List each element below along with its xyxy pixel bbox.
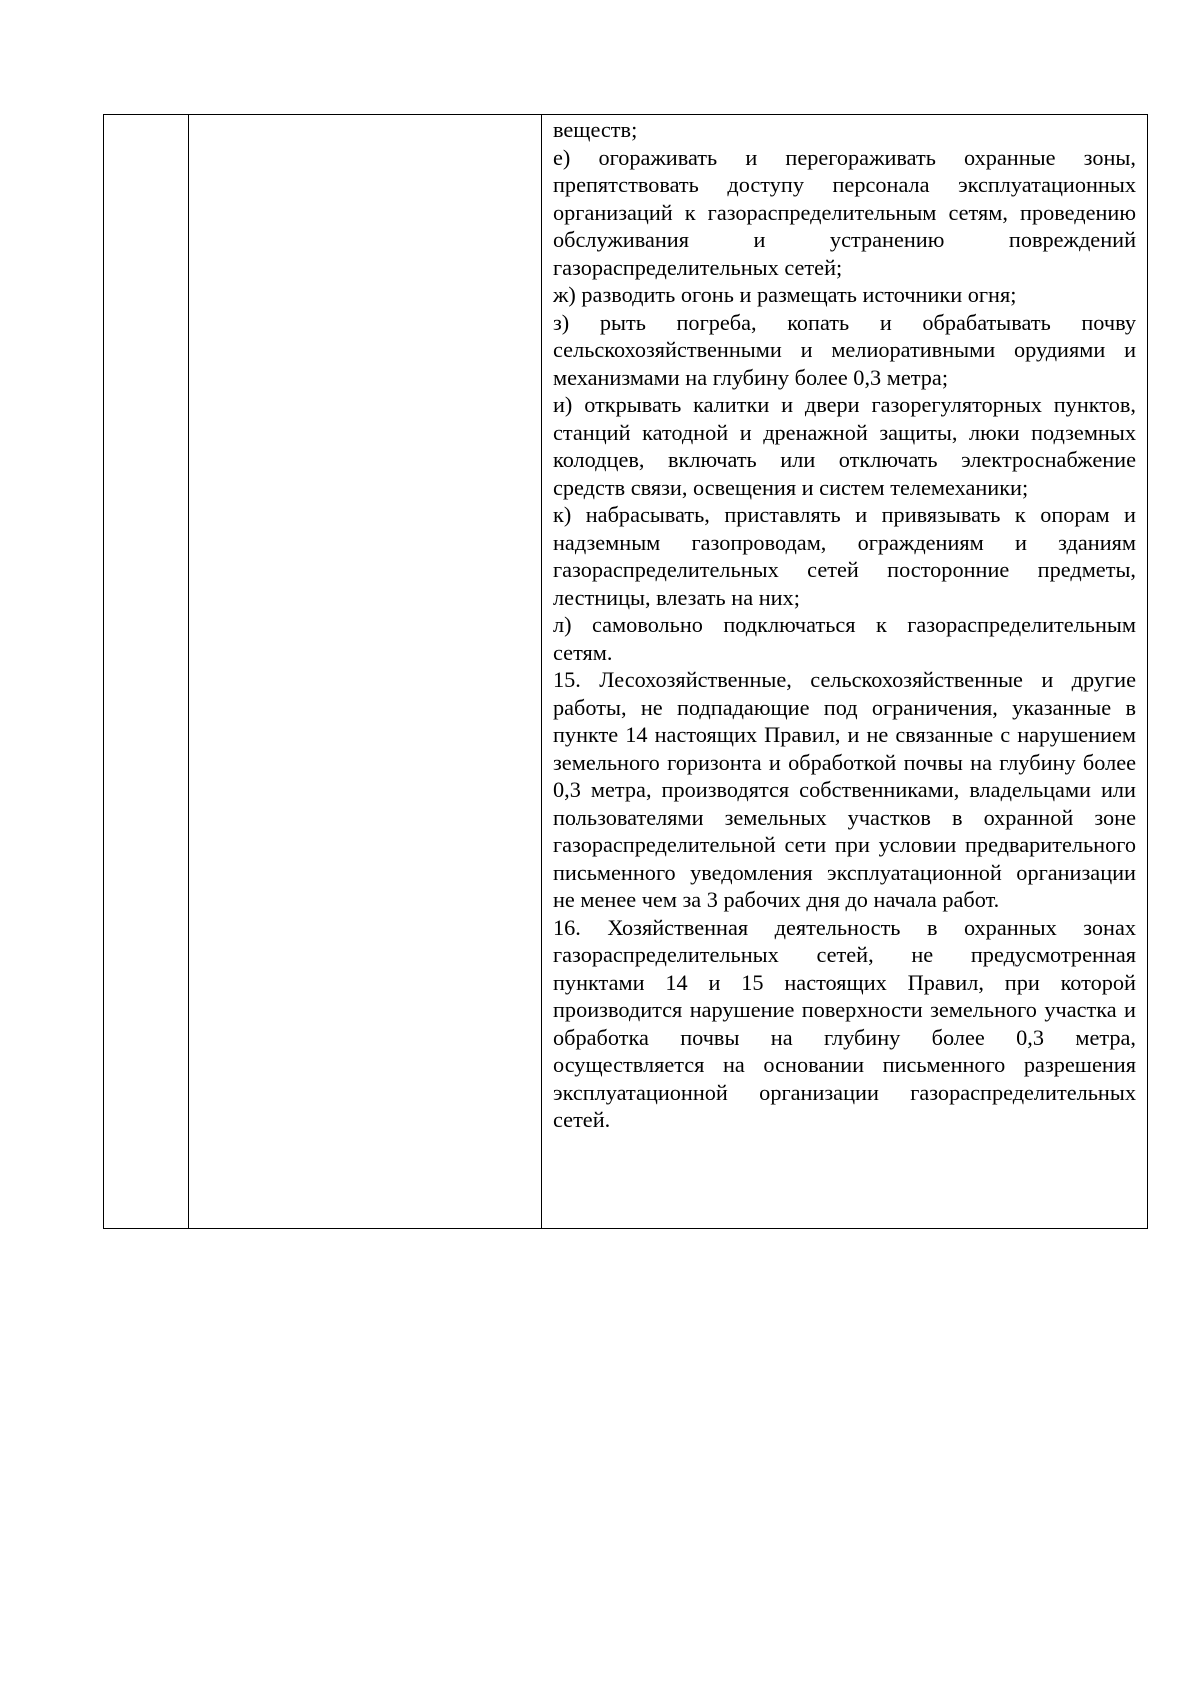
paragraph-clause-16: 16. Хозяйственная деятельность в охранных зонах газораспределительных сетей, не предусмотренная пунктами 14 и 15 настоящих Правил, при которой производится нарушение поверхности земельного участка и обработка почвы на глубину более 0,3 метра, осуществляется на основании письменного разрешения эксплуатационной организации газораспределительных сетей.: [553, 914, 1136, 1132]
paragraph-item-l: л) самовольно подключаться к газораспределительным сетям.: [553, 612, 1136, 665]
table-cell-title: [189, 115, 542, 1229]
paragraph-item-k: к) набрасывать, приставлять и привязывать к опорам и надземным газопроводам, ограждениям и зданиям газораспределительных сетей посторонние предметы, лестницы, влезать на них;: [553, 502, 1136, 610]
paragraph-item-e: е) огораживать и перегораживать охранные зоны, препятствовать доступу персонала эксплуатационных организаций к газораспределительным сетям, проведению обслуживания и устранению повреждений газораспределительных сетей;: [553, 144, 1136, 280]
paragraph-clause-15: 15. Лесохозяйственные, сельскохозяйственные и другие работы, не подпадающие под ограничения, указанные в пункте 14 настоящих Правил, и не связанные с нарушением земельного горизонта и обработкой почвы на глубину более 0,3 метра, производятся собственниками, владельцами или пользователями земельных участков в охранной зоне газораспределительной сети при условии предварительного письменного уведомления эксплуатационной организации не менее чем за 3 рабочих дня до начала работ.: [553, 667, 1136, 912]
table-row: [104, 115, 1148, 1229]
table-cell-number: [104, 115, 189, 1229]
paragraph-substances-end: веществ;: [553, 117, 638, 142]
paragraph-item-i: и) открывать калитки и двери газорегуляторных пунктов, станций катодной и дренажной защиты, люки подземных колодцев, включать или отключать электроснабжение средств связи, освещения и систем телемеханики;: [553, 392, 1136, 500]
paragraph-item-zh: ж) разводить огонь и размещать источники огня;: [553, 282, 1017, 307]
paragraph-item-z: з) рыть погреба, копать и обрабатывать почву сельскохозяйственными и мелиоративными орудиями и механизмами на глубину более 0,3 метра;: [553, 309, 1136, 390]
table-cell-content: [542, 115, 1148, 1229]
document-table: [103, 114, 1148, 1229]
